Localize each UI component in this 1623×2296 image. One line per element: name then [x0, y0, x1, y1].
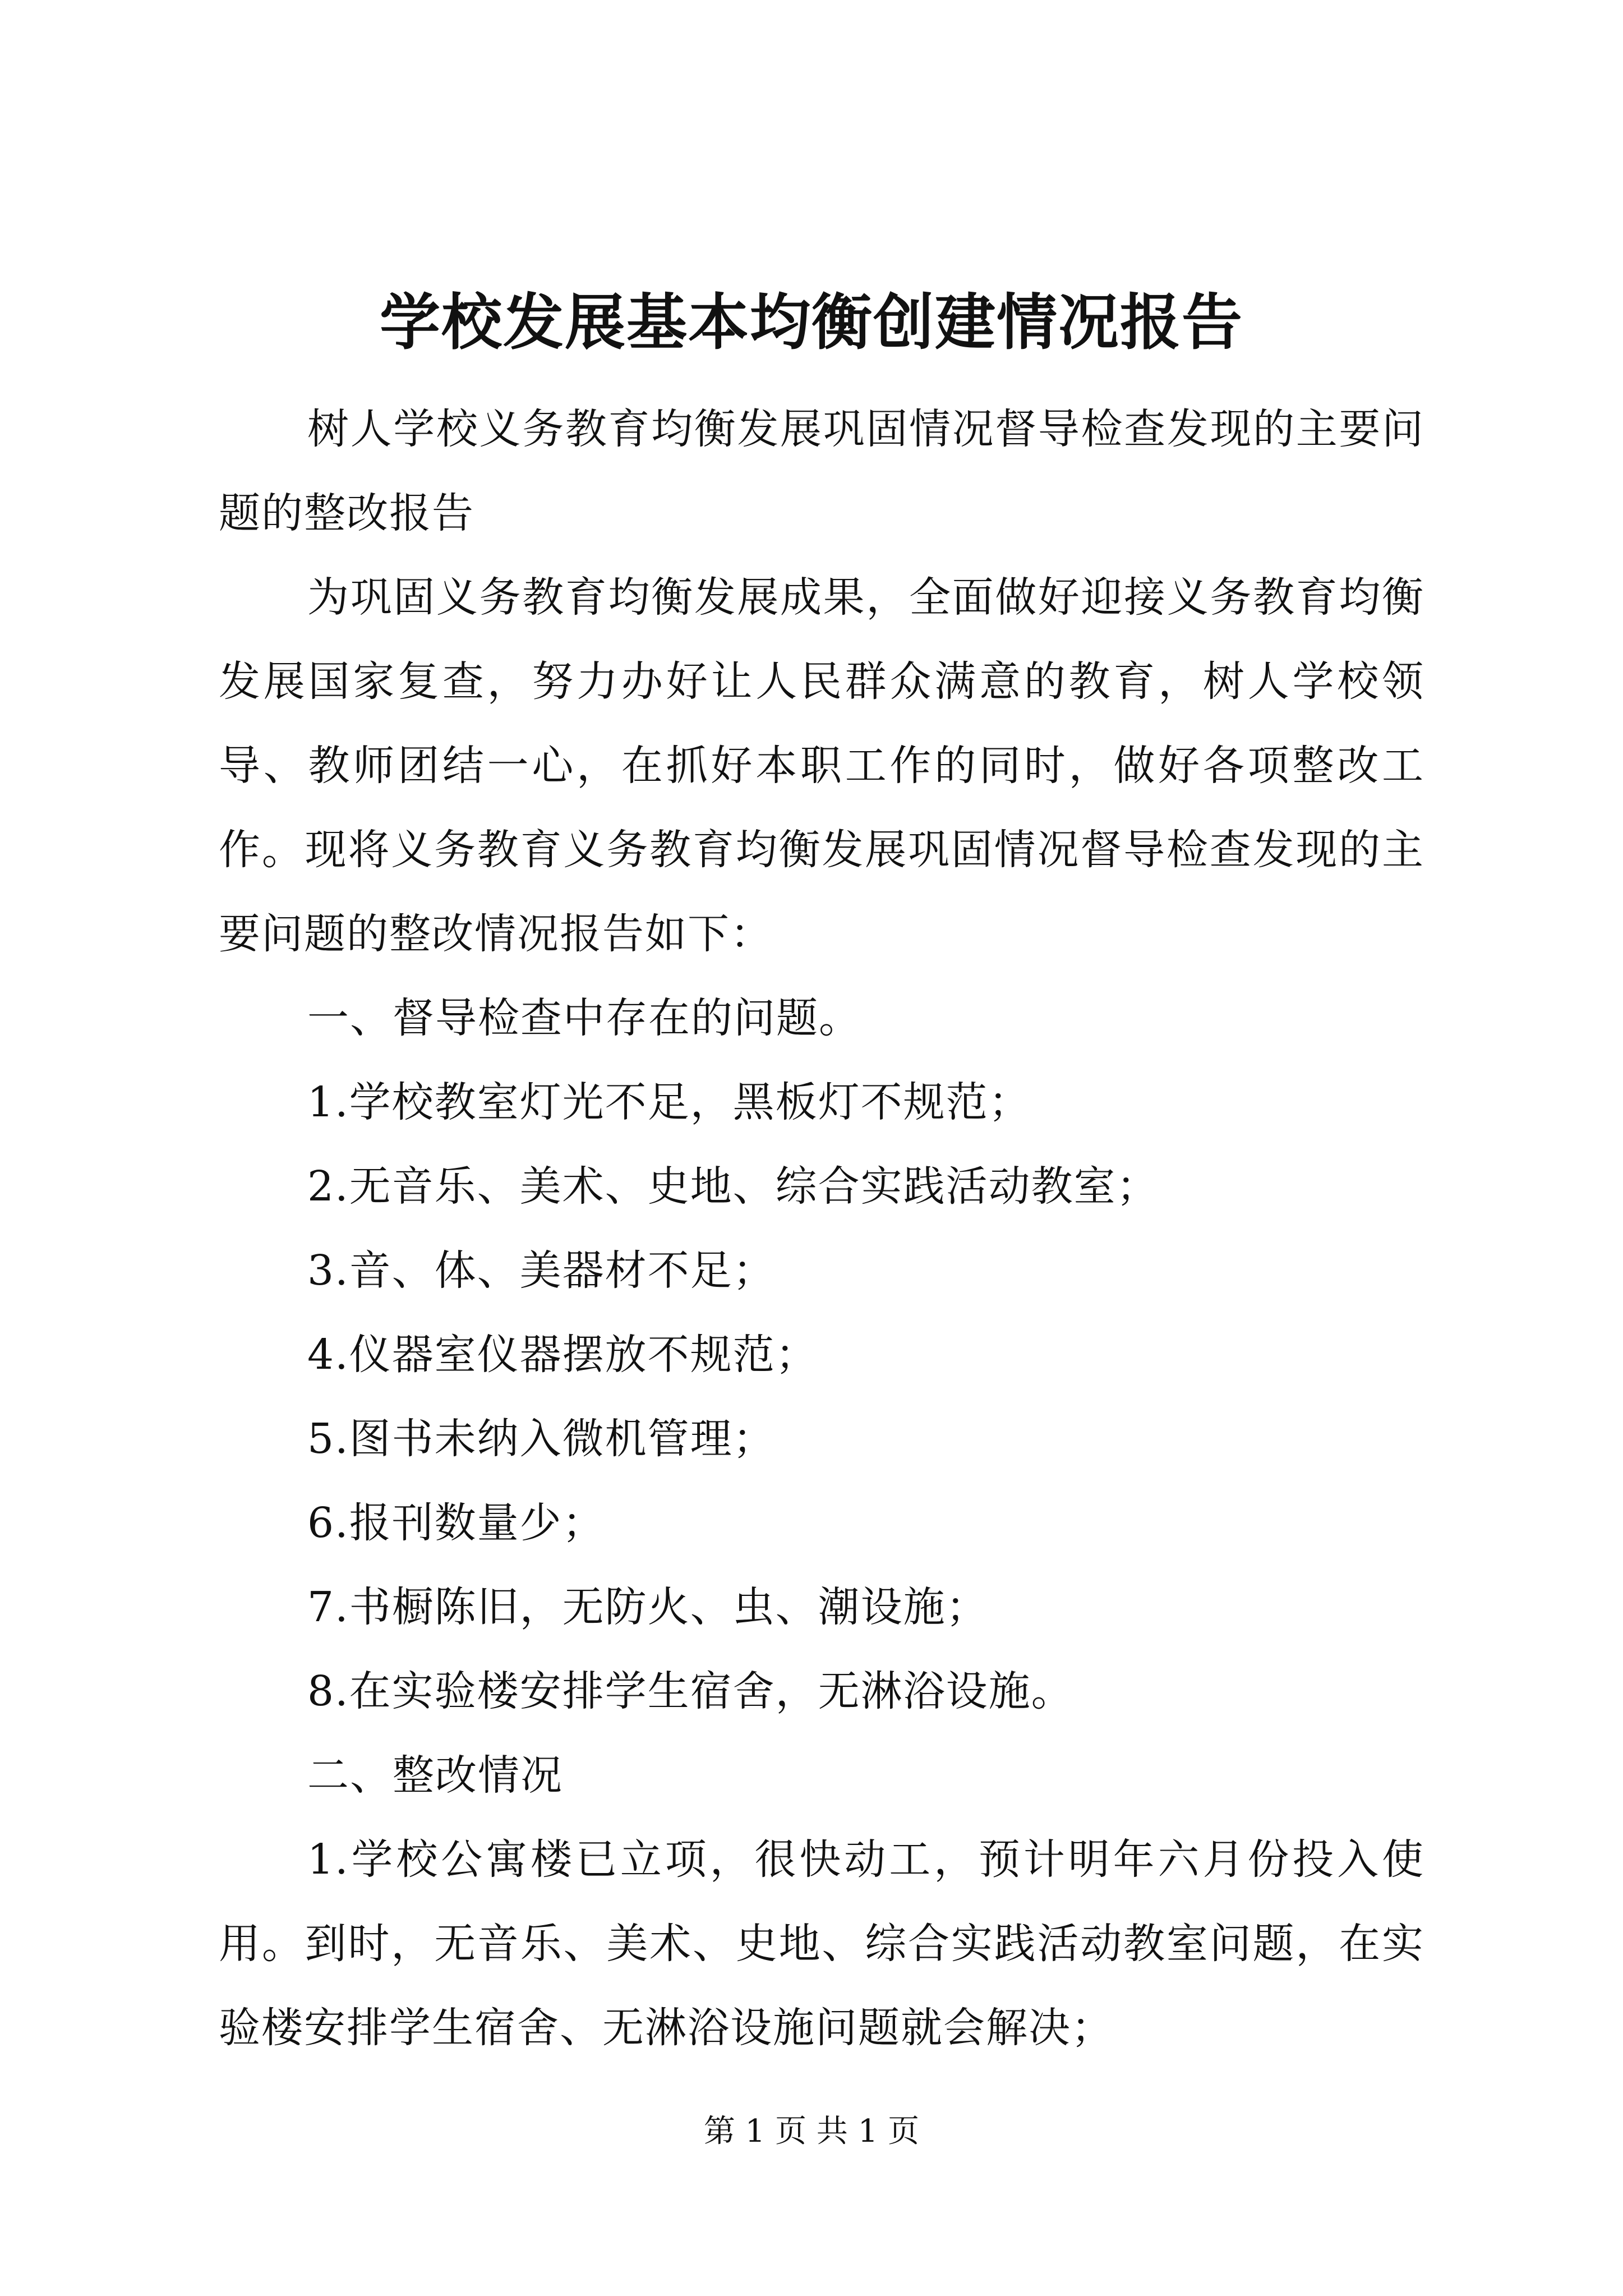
paragraph-intro: 为巩固义务教育均衡发展成果，全面做好迎接义务教育均衡发展国家复查，努力办好让人民群众满意的教育，树人学校领导、教师团结一心，在抓好本职工作的同时，做好各项整改工作。现将义务教育义务教育均衡发展巩固情况督导检查发现的主要问题的整改情况报告如下： [219, 573, 1424, 958]
list-item-problem-4: 4.仪器室仪器摆放不规范； [307, 1331, 818, 1379]
section-heading-problems: 一、督导检查中存在的问题。 [307, 994, 861, 1042]
list-item-problem-6: 6.报刊数量少； [307, 1499, 605, 1547]
list-item-problem-3: 3.音、体、美器材不足； [307, 1246, 776, 1295]
document-title: 学校发展基本均衡创建情况报告 [379, 287, 1243, 358]
page-footer: 第 1 页 共 1 页 [703, 2113, 920, 2150]
list-item-problem-8: 8.在实验楼安排学生宿舍，无淋浴设施。 [307, 1667, 1074, 1715]
list-item-problem-1: 1.学校教室灯光不足，黑板灯不规范； [307, 1078, 1031, 1126]
list-item-problem-5: 5.图书未纳入微机管理； [307, 1415, 776, 1463]
paragraph-subtitle: 树人学校义务教育均衡发展巩固情况督导检查发现的主要问题的整改报告 [219, 405, 1424, 537]
document-body [219, 387, 1424, 2070]
list-item-rectification-1: 1.学校公寓楼已立项，很快动工，预计明年六月份投入使用。到时，无音乐、美术、史地、综合实践活动教室问题，在实验楼安排学生宿舍、无淋浴设施问题就会解决； [219, 1835, 1424, 2052]
list-item-problem-7: 7.书橱陈旧，无防火、虫、潮设施； [307, 1583, 989, 1631]
list-item-problem-2: 2.无音乐、美术、史地、综合实践活动教室； [307, 1162, 1159, 1211]
section-heading-rectification: 二、整改情况 [307, 1751, 563, 1800]
